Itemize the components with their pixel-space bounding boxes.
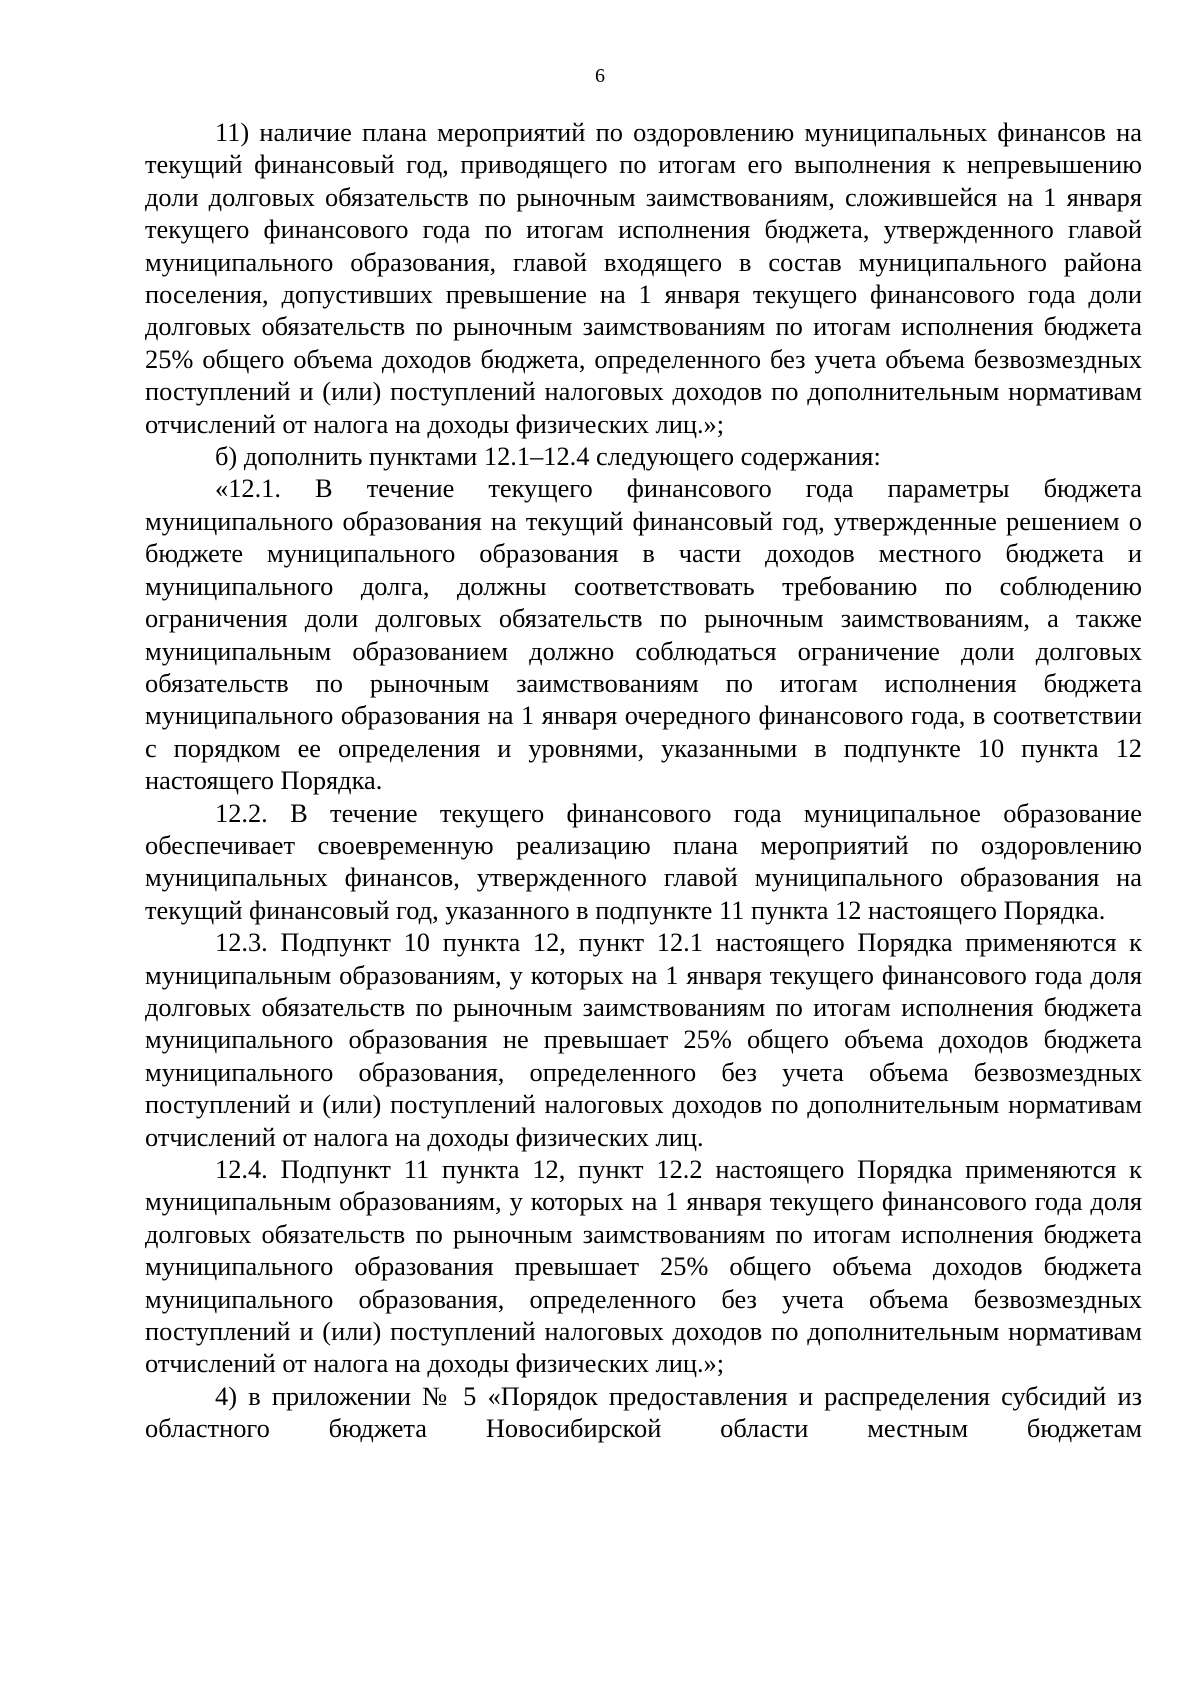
paragraph-supplement-points: б) дополнить пунктами 12.1–12.4 следующего содержания:	[215, 441, 881, 472]
paragraph-appendix-5: 4) в приложении № 5 «Порядок предоставления и распределения субсидий из областного бюджета Новосибирской области местным бюджетам	[145, 1380, 1142, 1444]
paragraph-point-12-3: 12.3. Подпункт 10 пункта 12, пункт 12.1 настоящего Порядка применяются к муниципальным образованиям, у которых на 1 января текущего финансового года доля долговых обязательств по рыночным заимствованиям по итогам исполнения бюджета муниципального образования не превышает 25% общего объема доходов бюджета муниципального образования, определенного без учета объема безвозмездных поступлений и (или) поступлений налоговых доходов по дополнительным нормативам отчислений от налога на доходы физических лиц.	[145, 927, 1142, 1152]
paragraph-subitem-11: 11) наличие плана мероприятий по оздоровлению муниципальных финансов на текущий финансовый год, приводящего по итогам его выполнения к непревышению доли долговых обязательств по рыночным заимствованиям, сложившейся на 1 января текущего финансового года по итогам исполнения бюджета, утвержденного главой муниципального образования, главой входящего в состав муниципального района поселения, допустивших превышение на 1 января текущего финансового года доли долговых обязательств по рыночным заимствованиям по итогам исполнения бюджета 25% общего объема доходов бюджета, определенного без учета объема безвозмездных поступлений и (или) поступлений налоговых доходов по дополнительным нормативам отчислений от налога на доходы физических лиц.»;	[145, 117, 1142, 439]
document-body	[145, 116, 1142, 1445]
paragraph-point-12-2: 12.2. В течение текущего финансового года муниципальное образование обеспечивает своевременную реализацию плана мероприятий по оздоровлению муниципальных финансов, утвержденного главой муниципального образования на текущий финансовый год, указанного в подпункте 11 пункта 12 настоящего Порядка.	[145, 797, 1142, 925]
paragraph-point-12-4: 12.4. Подпункт 11 пункта 12, пункт 12.2 настоящего Порядка применяются к муниципальным образованиям, у которых на 1 января текущего финансового года доля долговых обязательств по рыночным заимствованиям по итогам исполнения бюджета муниципального образования превышает 25% общего объема доходов бюджета муниципального образования, определенного без учета объема безвозмездных поступлений и (или) поступлений налоговых доходов по дополнительным нормативам отчислений от налога на доходы физических лиц.»;	[145, 1154, 1142, 1379]
paragraph-point-12-1: «12.1. В течение текущего финансового года параметры бюджета муниципального образования на текущий финансовый год, утвержденные решением о бюджете муниципального образования в части доходов местного бюджета и муниципального долга, должны соответствовать требованию по соблюдению ограничения доли долговых обязательств по рыночным заимствованиям, а также муниципальным образованием должно соблюдаться ограничение доли долговых обязательств по рыночным заимствованиям по итогам исполнения бюджета муниципального образования на 1 января очередного финансового года, в соответствии с порядком ее определения и уровнями, указанными в подпункте 10 пункта 12 настоящего Порядка.	[145, 473, 1142, 796]
page-number: 6	[595, 65, 605, 87]
